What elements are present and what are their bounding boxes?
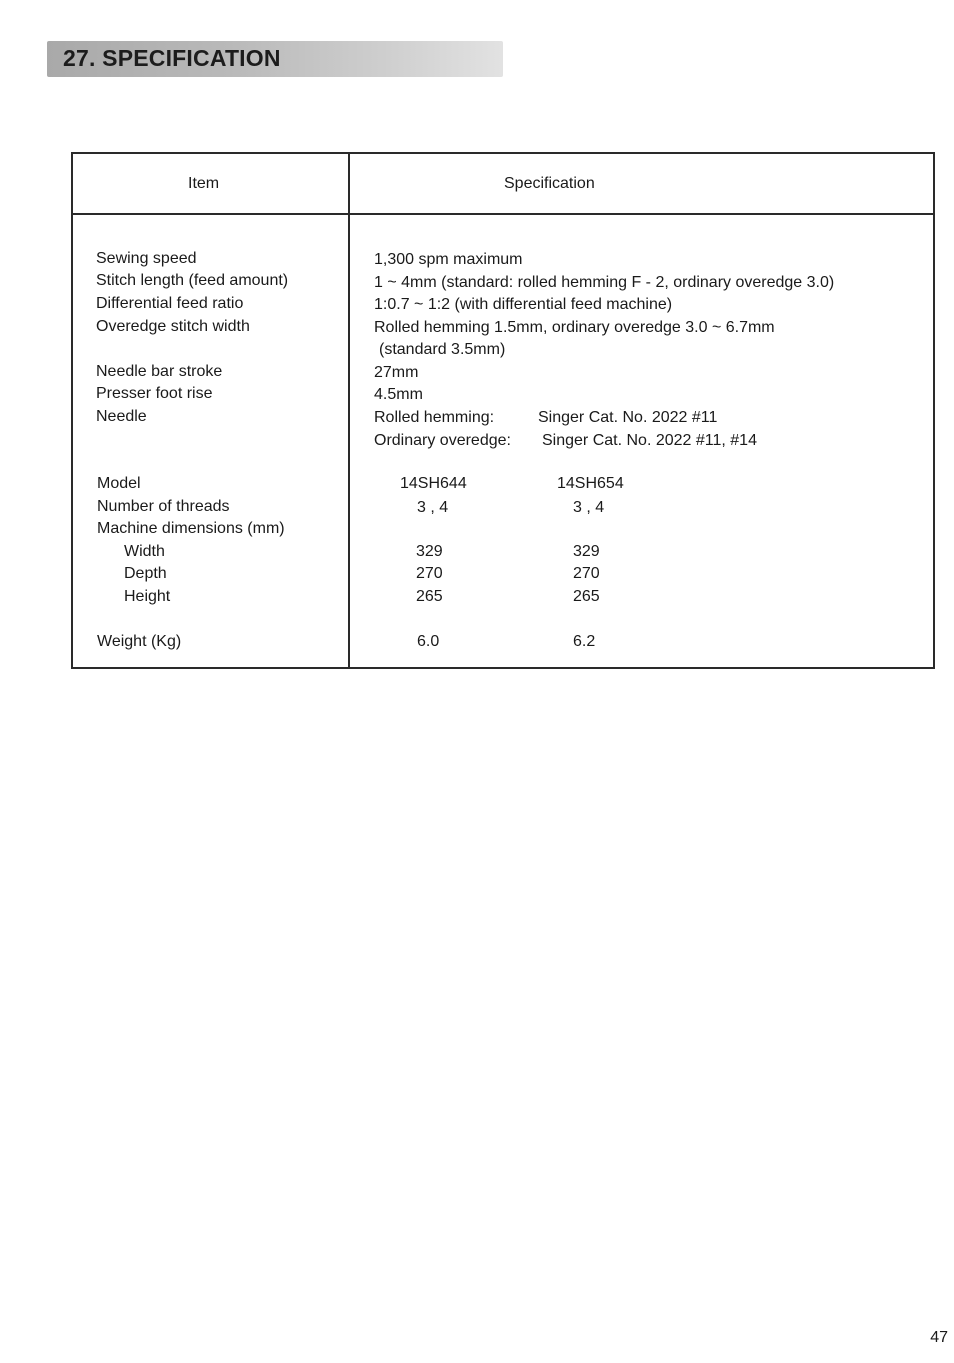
item-needle: Needle xyxy=(96,408,147,425)
model-2-depth: 270 xyxy=(573,565,600,582)
item-overedge-width: Overedge stitch width xyxy=(96,318,250,335)
model-1-weight: 6.0 xyxy=(417,633,440,650)
model-2-weight: 6.2 xyxy=(573,633,596,650)
spec-overedge-width: Rolled hemming 1.5mm, ordinary overedge 3.0 ~ 6.7mm xyxy=(374,319,775,336)
model-1-threads: 3 , 4 xyxy=(417,499,449,516)
item-width: Width xyxy=(124,543,165,560)
model-1-height: 265 xyxy=(416,588,443,605)
item-column-header: Item xyxy=(188,175,220,192)
spec-needle-ordinary-label: Ordinary overedge: xyxy=(374,432,511,449)
item-stitch-length: Stitch length (feed amount) xyxy=(96,272,289,289)
item-depth: Depth xyxy=(124,565,167,582)
model-1-depth: 270 xyxy=(416,565,443,582)
item-sewing-speed: Sewing speed xyxy=(96,250,197,267)
item-threads: Number of threads xyxy=(97,498,230,515)
model-1-name: 14SH644 xyxy=(400,475,467,492)
model-2-name: 14SH654 xyxy=(557,475,624,492)
model-2-width: 329 xyxy=(573,543,600,560)
page-number: 47 xyxy=(930,1329,948,1346)
spec-sewing-speed: 1,300 spm maximum xyxy=(374,251,523,268)
item-dimensions: Machine dimensions (mm) xyxy=(97,520,285,537)
section-title: 27. SPECIFICATION xyxy=(63,45,281,71)
spec-stitch-length: 1 ~ 4mm (standard: rolled hemming F - 2, ordinary overedge 3.0) xyxy=(374,274,835,291)
item-differential-feed: Differential feed ratio xyxy=(96,295,244,312)
spec-needle-bar-stroke: 27mm xyxy=(374,364,419,381)
spec-needle-rolled-value: Singer Cat. No. 2022 #11 xyxy=(538,409,718,426)
model-1-width: 329 xyxy=(416,543,443,560)
spec-presser-foot-rise: 4.5mm xyxy=(374,386,423,403)
spec-needle-rolled-label: Rolled hemming: xyxy=(374,409,495,426)
item-weight: Weight (Kg) xyxy=(97,633,182,650)
specification-table xyxy=(71,152,935,669)
item-model: Model xyxy=(97,475,141,492)
model-2-height: 265 xyxy=(573,588,600,605)
spec-differential-feed: 1:0.7 ~ 1:2 (with differential feed machine) xyxy=(374,296,673,313)
spec-overedge-width-standard: (standard 3.5mm) xyxy=(379,341,506,358)
specification-column-header: Specification xyxy=(504,175,595,192)
spec-needle-ordinary-value: Singer Cat. No. 2022 #11, #14 xyxy=(542,432,757,449)
model-2-threads: 3 , 4 xyxy=(573,499,605,516)
item-height: Height xyxy=(124,588,171,605)
header-divider xyxy=(73,213,933,215)
item-presser-foot-rise: Presser foot rise xyxy=(96,385,213,402)
item-needle-bar-stroke: Needle bar stroke xyxy=(96,363,223,380)
section-heading xyxy=(47,41,503,77)
column-divider xyxy=(348,154,350,667)
